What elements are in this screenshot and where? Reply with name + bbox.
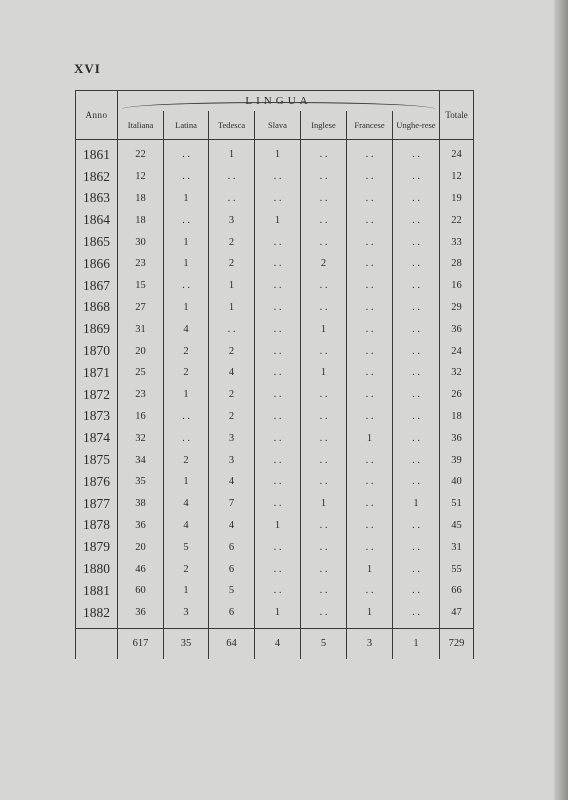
row-total-cell: 31 <box>440 536 474 558</box>
row-total-cell: 36 <box>440 318 474 340</box>
value-cell: . . <box>164 209 209 231</box>
table-row <box>76 231 474 253</box>
value-cell: . . <box>255 580 301 602</box>
value-cell: 2 <box>209 340 255 362</box>
lingua-header <box>118 91 440 112</box>
value-cell: 60 <box>118 580 164 602</box>
value-cell: . . <box>255 318 301 340</box>
table-row <box>76 140 474 166</box>
value-cell: 2 <box>164 362 209 384</box>
value-cell: . . <box>393 140 440 166</box>
total-cell: 5 <box>301 628 347 659</box>
value-cell: . . <box>301 406 347 428</box>
value-cell: 3 <box>209 449 255 471</box>
value-cell: . . <box>209 166 255 188</box>
value-cell: . . <box>255 188 301 210</box>
row-total-cell: 39 <box>440 449 474 471</box>
value-cell: . . <box>347 471 393 493</box>
value-cell: . . <box>347 340 393 362</box>
value-cell: . . <box>393 231 440 253</box>
year-cell: 1872 <box>76 384 118 406</box>
row-total-cell: 24 <box>440 140 474 166</box>
column-header: Italiana <box>118 111 164 140</box>
row-total-cell: 28 <box>440 253 474 275</box>
value-cell: . . <box>301 384 347 406</box>
value-cell: . . <box>301 471 347 493</box>
value-cell: . . <box>347 449 393 471</box>
year-cell: 1868 <box>76 297 118 319</box>
year-cell: 1869 <box>76 318 118 340</box>
value-cell: . . <box>255 536 301 558</box>
table-row <box>76 275 474 297</box>
value-cell: 2 <box>209 406 255 428</box>
row-total-cell: 47 <box>440 602 474 628</box>
value-cell: 4 <box>209 362 255 384</box>
total-cell: 1 <box>393 628 440 659</box>
value-cell: 2 <box>164 340 209 362</box>
year-cell: 1875 <box>76 449 118 471</box>
column-header: Slava <box>255 111 301 140</box>
value-cell: 5 <box>164 536 209 558</box>
column-header: Inglese <box>301 111 347 140</box>
row-total-cell: 40 <box>440 471 474 493</box>
value-cell: . . <box>255 471 301 493</box>
row-total-cell: 26 <box>440 384 474 406</box>
value-cell: . . <box>393 253 440 275</box>
value-cell: . . <box>393 449 440 471</box>
value-cell: . . <box>393 188 440 210</box>
year-cell: 1864 <box>76 209 118 231</box>
value-cell: . . <box>164 406 209 428</box>
value-cell: . . <box>347 406 393 428</box>
row-total-cell: 24 <box>440 340 474 362</box>
value-cell: . . <box>393 209 440 231</box>
value-cell: . . <box>301 166 347 188</box>
table-row <box>76 558 474 580</box>
value-cell: . . <box>347 536 393 558</box>
table-row <box>76 253 474 275</box>
value-cell: 2 <box>209 253 255 275</box>
value-cell: 6 <box>209 602 255 628</box>
value-cell: 4 <box>164 318 209 340</box>
value-cell: 1 <box>301 318 347 340</box>
year-cell: 1865 <box>76 231 118 253</box>
value-cell: . . <box>393 362 440 384</box>
value-cell: . . <box>164 140 209 166</box>
table-row <box>76 493 474 515</box>
value-cell: 2 <box>301 253 347 275</box>
row-total-cell: 66 <box>440 580 474 602</box>
year-cell: 1877 <box>76 493 118 515</box>
column-header: Tedesca <box>209 111 255 140</box>
year-cell: 1879 <box>76 536 118 558</box>
value-cell: . . <box>393 297 440 319</box>
value-cell: 4 <box>164 493 209 515</box>
value-cell: 1 <box>164 297 209 319</box>
value-cell: . . <box>301 427 347 449</box>
value-cell: . . <box>301 340 347 362</box>
value-cell: . . <box>255 297 301 319</box>
value-cell: 38 <box>118 493 164 515</box>
value-cell: 1 <box>209 275 255 297</box>
value-cell: . . <box>255 427 301 449</box>
table-row <box>76 166 474 188</box>
value-cell: . . <box>255 449 301 471</box>
value-cell: 4 <box>209 471 255 493</box>
value-cell: 3 <box>209 209 255 231</box>
value-cell: . . <box>301 602 347 628</box>
value-cell: 6 <box>209 536 255 558</box>
value-cell: . . <box>301 188 347 210</box>
value-cell: . . <box>255 253 301 275</box>
value-cell: . . <box>255 362 301 384</box>
table-row <box>76 471 474 493</box>
value-cell: . . <box>393 275 440 297</box>
value-cell: 25 <box>118 362 164 384</box>
year-cell: 1874 <box>76 427 118 449</box>
year-cell: 1861 <box>76 140 118 166</box>
value-cell: 1 <box>164 231 209 253</box>
value-cell: 1 <box>164 471 209 493</box>
total-cell: 617 <box>118 628 164 659</box>
table-row <box>76 384 474 406</box>
totals-row <box>76 628 474 659</box>
year-cell: 1878 <box>76 515 118 537</box>
value-cell: . . <box>393 406 440 428</box>
value-cell: 1 <box>164 188 209 210</box>
value-cell: 6 <box>209 558 255 580</box>
lingua-header-label: LINGUA <box>245 95 312 107</box>
year-cell: 1867 <box>76 275 118 297</box>
value-cell: . . <box>393 558 440 580</box>
value-cell: 7 <box>209 493 255 515</box>
value-cell: . . <box>301 515 347 537</box>
value-cell: . . <box>164 275 209 297</box>
value-cell: . . <box>393 166 440 188</box>
year-cell: 1876 <box>76 471 118 493</box>
value-cell: 18 <box>118 209 164 231</box>
table-row <box>76 362 474 384</box>
value-cell: 16 <box>118 406 164 428</box>
value-cell: 35 <box>118 471 164 493</box>
value-cell: . . <box>301 297 347 319</box>
value-cell: . . <box>301 209 347 231</box>
value-cell: . . <box>347 140 393 166</box>
value-cell: 2 <box>164 558 209 580</box>
value-cell: 5 <box>209 580 255 602</box>
page-edge-shadow <box>554 0 568 800</box>
year-cell: 1881 <box>76 580 118 602</box>
year-cell: 1863 <box>76 188 118 210</box>
value-cell: 36 <box>118 602 164 628</box>
value-cell: 46 <box>118 558 164 580</box>
value-cell: 1 <box>301 362 347 384</box>
value-cell: . . <box>255 384 301 406</box>
value-cell: . . <box>301 580 347 602</box>
value-cell: 1 <box>347 602 393 628</box>
table-row <box>76 427 474 449</box>
total-cell: 64 <box>209 628 255 659</box>
table-row <box>76 536 474 558</box>
value-cell: . . <box>393 536 440 558</box>
total-cell: 4 <box>255 628 301 659</box>
table-row <box>76 602 474 628</box>
value-cell: 15 <box>118 275 164 297</box>
value-cell: 1 <box>301 493 347 515</box>
value-cell: . . <box>255 231 301 253</box>
year-cell: 1871 <box>76 362 118 384</box>
value-cell: . . <box>393 340 440 362</box>
value-cell: . . <box>164 427 209 449</box>
value-cell: 12 <box>118 166 164 188</box>
row-total-cell: 45 <box>440 515 474 537</box>
value-cell: 23 <box>118 253 164 275</box>
value-cell: . . <box>393 602 440 628</box>
value-cell: . . <box>301 275 347 297</box>
value-cell: 1 <box>164 384 209 406</box>
value-cell: . . <box>301 449 347 471</box>
row-total-cell: 32 <box>440 362 474 384</box>
year-cell: 1873 <box>76 406 118 428</box>
year-cell: 1866 <box>76 253 118 275</box>
language-statistics-table <box>75 90 474 659</box>
value-cell: . . <box>347 493 393 515</box>
value-cell: . . <box>301 231 347 253</box>
table-row <box>76 340 474 362</box>
value-cell: . . <box>347 362 393 384</box>
value-cell: . . <box>347 297 393 319</box>
value-cell: 34 <box>118 449 164 471</box>
year-cell: 1870 <box>76 340 118 362</box>
totale-header: Totale <box>440 91 474 140</box>
value-cell: 20 <box>118 340 164 362</box>
value-cell: 20 <box>118 536 164 558</box>
value-cell: . . <box>393 427 440 449</box>
value-cell: . . <box>393 318 440 340</box>
value-cell: 30 <box>118 231 164 253</box>
value-cell: . . <box>255 275 301 297</box>
value-cell: . . <box>393 515 440 537</box>
row-total-cell: 55 <box>440 558 474 580</box>
value-cell: . . <box>347 318 393 340</box>
table-row <box>76 297 474 319</box>
row-total-cell: 22 <box>440 209 474 231</box>
column-header: Unghe-rese <box>393 111 440 140</box>
value-cell: 1 <box>209 140 255 166</box>
value-cell: . . <box>347 580 393 602</box>
value-cell: . . <box>255 406 301 428</box>
value-cell: 22 <box>118 140 164 166</box>
value-cell: 1 <box>164 253 209 275</box>
column-header: Latina <box>164 111 209 140</box>
table-row <box>76 406 474 428</box>
value-cell: . . <box>301 140 347 166</box>
value-cell: 27 <box>118 297 164 319</box>
value-cell: 23 <box>118 384 164 406</box>
value-cell: . . <box>347 515 393 537</box>
value-cell: 3 <box>209 427 255 449</box>
value-cell: 4 <box>164 515 209 537</box>
value-cell: . . <box>209 188 255 210</box>
value-cell: . . <box>347 231 393 253</box>
total-cell: 3 <box>347 628 393 659</box>
value-cell: . . <box>301 558 347 580</box>
value-cell: . . <box>347 275 393 297</box>
value-cell: . . <box>255 493 301 515</box>
value-cell: 18 <box>118 188 164 210</box>
year-cell: 1862 <box>76 166 118 188</box>
table-row <box>76 209 474 231</box>
row-total-cell: 33 <box>440 231 474 253</box>
row-total-cell: 51 <box>440 493 474 515</box>
value-cell: . . <box>347 188 393 210</box>
totals-blank-cell <box>76 628 118 659</box>
table-row <box>76 449 474 471</box>
value-cell: . . <box>347 209 393 231</box>
value-cell: 4 <box>209 515 255 537</box>
value-cell: 2 <box>209 231 255 253</box>
total-cell: 35 <box>164 628 209 659</box>
row-total-cell: 12 <box>440 166 474 188</box>
page-folio: XVI <box>74 61 101 76</box>
table-row <box>76 188 474 210</box>
value-cell: 2 <box>209 384 255 406</box>
row-total-cell: 18 <box>440 406 474 428</box>
value-cell: 36 <box>118 515 164 537</box>
value-cell: 1 <box>347 558 393 580</box>
table-row <box>76 515 474 537</box>
value-cell: 1 <box>255 209 301 231</box>
value-cell: 3 <box>164 602 209 628</box>
row-total-cell: 29 <box>440 297 474 319</box>
value-cell: 1 <box>209 297 255 319</box>
row-total-cell: 19 <box>440 188 474 210</box>
value-cell: 32 <box>118 427 164 449</box>
row-total-cell: 16 <box>440 275 474 297</box>
year-cell: 1882 <box>76 602 118 628</box>
value-cell: . . <box>164 166 209 188</box>
value-cell: . . <box>347 253 393 275</box>
value-cell: 1 <box>255 140 301 166</box>
table-row <box>76 580 474 602</box>
value-cell: . . <box>255 166 301 188</box>
value-cell: . . <box>347 384 393 406</box>
anno-header: Anno <box>76 91 118 140</box>
value-cell: . . <box>255 340 301 362</box>
value-cell: 1 <box>255 515 301 537</box>
value-cell: 1 <box>347 427 393 449</box>
value-cell: 2 <box>164 449 209 471</box>
column-header: Francese <box>347 111 393 140</box>
value-cell: . . <box>209 318 255 340</box>
value-cell: 1 <box>393 493 440 515</box>
row-total-cell: 36 <box>440 427 474 449</box>
year-cell: 1880 <box>76 558 118 580</box>
value-cell: . . <box>255 558 301 580</box>
total-cell: 729 <box>440 628 474 659</box>
value-cell: 31 <box>118 318 164 340</box>
value-cell: 1 <box>164 580 209 602</box>
value-cell: 1 <box>255 602 301 628</box>
value-cell: . . <box>301 536 347 558</box>
brace-decoration <box>122 102 435 109</box>
value-cell: . . <box>347 166 393 188</box>
value-cell: . . <box>393 580 440 602</box>
value-cell: . . <box>393 471 440 493</box>
table-row <box>76 318 474 340</box>
value-cell: . . <box>393 384 440 406</box>
